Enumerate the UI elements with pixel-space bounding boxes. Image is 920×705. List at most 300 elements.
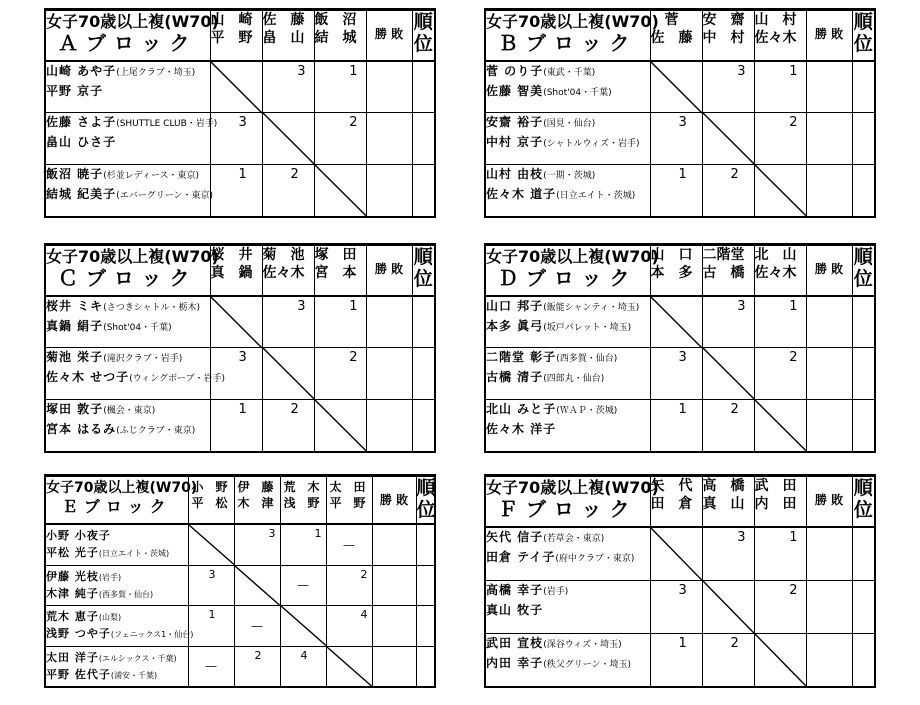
win-loss-label: 勝 敗	[379, 493, 409, 507]
player-name: 浅野 つや子	[46, 627, 111, 641]
score-value: 3	[297, 63, 306, 79]
round-robin-table	[486, 476, 874, 686]
score-cell	[280, 646, 326, 686]
round-robin-table	[46, 245, 434, 451]
score-value: 1	[789, 63, 798, 79]
table-row	[46, 565, 434, 606]
rank-label	[853, 11, 875, 55]
score-cell	[702, 61, 754, 113]
win-loss-header	[806, 246, 852, 296]
player-line	[46, 82, 210, 102]
rank-header	[852, 11, 874, 61]
player-club: (西多賀・仙台)	[556, 354, 618, 365]
score-value: 2	[730, 167, 739, 183]
column-player-name: 塚 田	[314, 247, 357, 263]
score-cell	[262, 61, 314, 113]
rank-cell	[412, 348, 434, 400]
score-value: 2	[360, 567, 368, 581]
column-player-name: 荒 木	[283, 480, 320, 494]
win-loss-cell	[806, 400, 852, 451]
rank-char: 順	[853, 246, 873, 268]
diagonal-slash	[315, 400, 366, 451]
score-cell	[650, 165, 702, 216]
score-value: 3	[268, 527, 276, 540]
player-club: (府中クラブ・東京)	[555, 553, 635, 564]
diagonal-slash	[703, 113, 754, 164]
column-player-name: 内 田	[754, 496, 797, 512]
diagonal-cell	[262, 113, 314, 165]
player-line	[486, 581, 650, 601]
block-table	[484, 8, 876, 218]
win-loss-cell	[366, 113, 412, 165]
rank-char: 位	[853, 499, 873, 521]
player-name: 矢代 信子	[486, 529, 544, 544]
diagonal-slash	[327, 647, 372, 686]
rank-char: 位	[853, 33, 873, 55]
column-pair-header	[754, 477, 806, 527]
diagonal-slash	[703, 581, 754, 633]
round-robin-table	[486, 245, 874, 451]
event-title: 女子70歳以上複(W70)	[46, 12, 219, 31]
player-name: 二階堂 彰子	[486, 350, 557, 365]
table-row	[486, 61, 874, 113]
pair-cell	[486, 527, 650, 581]
player-name: 高橋 幸子	[486, 582, 544, 597]
column-player-name: 平 野	[210, 30, 253, 46]
player-line	[486, 634, 650, 654]
table-row	[486, 400, 874, 451]
score-cell	[702, 527, 754, 581]
score-value: 1	[208, 608, 216, 622]
diagonal-cell	[280, 606, 326, 647]
player-line	[486, 297, 650, 317]
round-robin-table	[46, 476, 434, 686]
column-player-name: 佐々木	[262, 265, 305, 281]
score-value: 3	[737, 63, 746, 79]
score-cell	[314, 113, 366, 165]
block-header	[46, 246, 219, 296]
rank-cell	[416, 606, 434, 647]
player-club: (深谷ウィズ・埼玉)	[543, 639, 622, 650]
player-name: 山崎 あや子	[46, 63, 117, 78]
player-name: 北山 みと子	[486, 402, 557, 417]
column-player-name: 小 野	[191, 480, 228, 494]
rank-cell	[416, 524, 434, 565]
rank-char: 順	[853, 11, 873, 33]
score-value: 2	[789, 350, 798, 366]
player-name: 佐藤 さよ子	[46, 115, 117, 130]
table-row	[46, 113, 434, 165]
column-pair-header	[188, 477, 234, 525]
column-player-name: 中 村	[702, 30, 745, 46]
player-line	[486, 528, 650, 548]
player-club: (SHUTTLE CLUB・岩手)	[116, 119, 218, 130]
event-title: 女子70歳以上複(W70)	[46, 480, 198, 496]
player-name: 佐々木 道子	[486, 187, 557, 202]
player-name: 結城 紀美子	[46, 187, 117, 202]
player-line	[486, 601, 650, 621]
column-player-name: 佐 藤	[262, 12, 305, 28]
player-club: (山梨)	[98, 613, 122, 623]
score-cell	[280, 524, 326, 565]
win-loss-cell	[372, 565, 416, 606]
diagonal-cell	[210, 61, 262, 113]
score-value: ―	[343, 538, 355, 552]
rank-label	[853, 477, 875, 521]
column-pair-header	[702, 11, 754, 61]
column-pair-header	[754, 246, 806, 296]
score-cell	[210, 165, 262, 216]
score-value: 3	[737, 298, 746, 314]
column-pair-header	[650, 477, 702, 527]
score-cell	[326, 606, 372, 647]
rank-label	[853, 246, 875, 290]
player-club: (エルシックス・千葉)	[98, 653, 177, 663]
player-club: (さつきシャトル・栃木)	[103, 302, 201, 313]
player-club: (日立エイト・茨城)	[98, 549, 170, 558]
diagonal-cell	[188, 524, 234, 565]
win-loss-header	[372, 477, 416, 525]
score-cell	[210, 113, 262, 165]
player-name: 中村 京子	[486, 135, 544, 150]
player-club: (エバーグリーン・東京)	[116, 191, 214, 202]
diagonal-slash	[703, 348, 754, 399]
rank-header	[412, 11, 434, 61]
score-value: 2	[730, 402, 739, 418]
score-cell	[650, 633, 702, 686]
player-line	[46, 586, 188, 603]
player-line	[46, 650, 188, 667]
pair-cell	[46, 113, 218, 165]
player-club: (杉並レディース・東京)	[103, 171, 200, 182]
score-cell	[754, 61, 806, 113]
player-club: (シャトルウィズ・岩手)	[543, 139, 640, 150]
player-line	[46, 317, 210, 337]
win-loss-cell	[806, 527, 852, 581]
score-value: ―	[251, 619, 263, 633]
column-player-name: 古 橋	[702, 265, 745, 281]
score-cell	[702, 165, 754, 216]
table-row	[486, 527, 874, 581]
player-name: 平野 京子	[46, 83, 104, 98]
score-cell	[314, 61, 366, 113]
player-club: (滝沢クラブ・岩手)	[103, 354, 183, 365]
player-club: (岩手)	[543, 586, 569, 597]
player-name: 安齋 裕子	[486, 115, 544, 130]
player-club: (若草会・東京)	[543, 533, 605, 544]
score-cell	[314, 348, 366, 400]
player-club: (楓会・東京)	[103, 406, 156, 417]
rank-label	[413, 246, 435, 290]
win-loss-cell	[372, 524, 416, 565]
block-header	[486, 11, 659, 61]
rank-cell	[852, 400, 874, 451]
win-loss-label: 勝 敗	[814, 262, 844, 276]
player-line	[486, 82, 650, 102]
win-loss-cell	[806, 165, 852, 216]
player-club: (東武・千葉)	[543, 67, 596, 78]
win-loss-label: 勝 敗	[814, 27, 844, 41]
column-player-name: 安 齋	[702, 12, 745, 28]
table-row	[46, 400, 434, 451]
player-club: (浦安・千葉)	[110, 670, 158, 680]
pair-cell	[486, 348, 650, 400]
score-cell	[754, 296, 806, 348]
rank-char: 位	[413, 268, 433, 290]
diagonal-slash	[211, 297, 262, 348]
rank-header	[852, 246, 874, 296]
player-line	[486, 548, 650, 568]
pair-cell	[486, 400, 650, 451]
block-table	[44, 243, 436, 453]
score-cell	[650, 400, 702, 451]
diagonal-cell	[314, 165, 366, 216]
player-name: 塚田 敦子	[46, 402, 104, 417]
block-name: Ａブロック	[57, 31, 198, 55]
score-value: 1	[314, 527, 322, 540]
rank-cell	[416, 646, 434, 686]
score-value: 3	[238, 115, 247, 131]
player-line	[46, 569, 188, 586]
column-player-name: 田 倉	[650, 496, 693, 512]
score-cell	[188, 646, 234, 686]
player-name: 宮本 はるみ	[46, 422, 117, 437]
score-value: ―	[297, 578, 309, 592]
player-club: (Shot'04・千葉)	[103, 322, 172, 333]
score-cell	[754, 348, 806, 400]
player-line	[46, 297, 210, 317]
rank-cell	[412, 165, 434, 216]
score-value: 3	[208, 567, 216, 581]
diagonal-cell	[262, 348, 314, 400]
table-row	[486, 348, 874, 400]
score-cell	[702, 296, 754, 348]
column-player-name: 宮 本	[314, 265, 357, 281]
pair-cell	[486, 296, 650, 348]
player-name: 伊藤 光枝	[46, 569, 99, 583]
player-line	[486, 185, 650, 205]
player-line	[486, 400, 650, 420]
score-cell	[188, 565, 234, 606]
column-pair-header	[702, 246, 754, 296]
diagonal-slash	[315, 165, 366, 216]
player-name: 菅 のり子	[486, 63, 544, 78]
diagonal-cell	[754, 165, 806, 216]
rank-cell	[852, 580, 874, 633]
score-value: 1	[349, 63, 358, 79]
score-value: 2	[254, 648, 262, 662]
column-pair-header	[314, 11, 366, 61]
event-title: 女子70歳以上複(W70)	[486, 247, 659, 266]
player-line	[46, 348, 210, 368]
win-loss-cell	[806, 348, 852, 400]
column-player-name: 本 多	[650, 265, 693, 281]
player-name: 平松 光子	[46, 546, 99, 559]
score-value: 1	[349, 298, 358, 314]
score-value: 4	[360, 608, 368, 622]
score-value: 1	[678, 167, 687, 183]
player-line	[46, 185, 214, 205]
diagonal-slash	[651, 297, 702, 348]
player-line	[46, 545, 188, 562]
score-cell	[326, 524, 372, 565]
column-player-name: 佐々木	[754, 30, 797, 46]
column-player-name: 北 山	[754, 247, 797, 263]
column-player-name: 平 松	[191, 496, 228, 510]
score-cell	[650, 113, 702, 165]
score-cell	[702, 633, 754, 686]
block-name: Ｃブロック	[57, 266, 198, 290]
column-pair-header	[210, 11, 262, 61]
player-line	[486, 133, 650, 153]
column-pair-header	[314, 246, 366, 296]
table-row	[46, 296, 434, 348]
score-cell	[234, 606, 280, 647]
rank-cell	[852, 61, 874, 113]
pair-cell	[486, 165, 650, 216]
win-loss-cell	[366, 61, 412, 113]
pair-cell	[46, 296, 210, 348]
player-name: 佐藤 智美	[486, 83, 544, 98]
block-header	[46, 11, 219, 61]
player-name: 桜井 ミキ	[46, 298, 104, 313]
diagonal-slash	[755, 165, 806, 216]
score-cell	[650, 348, 702, 400]
player-name: 畠山 ひさ子	[46, 135, 117, 150]
column-player-name: 真 鍋	[210, 265, 253, 281]
rank-char: 順	[413, 11, 433, 33]
block-name: Ｄブロック	[497, 266, 638, 290]
player-name: 太田 洋子	[46, 650, 99, 664]
column-player-name: 佐々木	[754, 265, 797, 281]
player-name: 真山 牧子	[486, 602, 544, 617]
block-name: Ｅブロック	[61, 497, 172, 516]
event-title: 女子70歳以上複(W70)	[46, 247, 219, 266]
score-value: ―	[205, 659, 217, 673]
pair-cell	[486, 580, 650, 633]
diagonal-cell	[754, 633, 806, 686]
diagonal-cell	[234, 565, 280, 606]
column-player-name: 桜 井	[210, 247, 253, 263]
column-player-name: 木 津	[237, 496, 274, 510]
score-value: 1	[789, 298, 798, 314]
win-loss-cell	[806, 296, 852, 348]
pair-cell	[46, 61, 210, 113]
pair-cell	[46, 646, 188, 686]
diagonal-slash	[189, 525, 234, 565]
table-row	[486, 165, 874, 216]
diagonal-cell	[702, 580, 754, 633]
pair-cell	[486, 113, 650, 165]
score-value: 3	[297, 298, 306, 314]
column-player-name: 飯 沼	[314, 12, 357, 28]
column-player-name: 矢 代	[650, 478, 693, 494]
player-name: 本多 眞弓	[486, 318, 544, 333]
win-loss-cell	[806, 633, 852, 686]
rank-char: 順	[413, 246, 433, 268]
column-player-name: 佐 藤	[650, 30, 693, 46]
table-row	[486, 296, 874, 348]
diagonal-cell	[326, 646, 372, 686]
win-loss-cell	[806, 580, 852, 633]
block-name: Ｂブロック	[497, 31, 638, 55]
block-table	[484, 474, 876, 688]
diagonal-slash	[263, 113, 314, 164]
win-loss-cell	[806, 61, 852, 113]
score-cell	[262, 165, 314, 216]
rank-header	[852, 477, 874, 527]
column-player-name: 伊 藤	[237, 480, 274, 494]
score-value: 2	[349, 115, 358, 131]
column-player-name: 浅 野	[283, 496, 320, 510]
rank-cell	[852, 633, 874, 686]
table-row	[486, 580, 874, 633]
win-loss-header	[366, 11, 412, 61]
player-club: (四郎丸・仙台)	[543, 374, 605, 385]
column-pair-header	[262, 11, 314, 61]
player-club: (飯能シャンティ・埼玉)	[543, 302, 640, 313]
block-name: Ｆブロック	[497, 497, 638, 521]
score-value: 2	[349, 350, 358, 366]
block-header	[46, 477, 198, 525]
diagonal-cell	[210, 296, 262, 348]
column-pair-header	[210, 246, 262, 296]
rank-cell	[412, 400, 434, 451]
pair-cell	[486, 61, 650, 113]
score-value: 3	[678, 115, 687, 131]
player-line	[46, 609, 188, 626]
player-name: 荒木 恵子	[46, 610, 99, 624]
table-row	[46, 646, 434, 686]
score-value: 2	[290, 402, 299, 418]
player-name: 内田 幸子	[486, 655, 544, 670]
rank-cell	[852, 296, 874, 348]
score-cell	[234, 524, 280, 565]
block-table	[484, 243, 876, 453]
diagonal-cell	[314, 400, 366, 451]
column-player-name: 真 山	[702, 496, 745, 512]
rank-label	[413, 11, 435, 55]
player-line	[486, 420, 650, 440]
event-title: 女子70歳以上複(W70)	[486, 478, 659, 497]
score-value: 2	[789, 582, 798, 598]
column-player-name: 菊 池	[262, 247, 305, 263]
win-loss-header	[806, 477, 852, 527]
column-player-name: 武 田	[754, 478, 797, 494]
rank-cell	[852, 348, 874, 400]
player-line	[486, 165, 650, 185]
player-club: (Shot'04・千葉)	[543, 87, 612, 98]
diagonal-slash	[755, 400, 806, 451]
table-row	[46, 348, 434, 400]
player-line	[486, 348, 650, 368]
score-cell	[314, 296, 366, 348]
player-club: (坂戸パレット・埼玉)	[543, 322, 632, 333]
column-pair-header	[650, 11, 702, 61]
player-name: 飯沼 暁子	[46, 167, 104, 182]
score-value: 1	[789, 529, 798, 545]
rank-header	[412, 246, 434, 296]
column-player-name: 菅	[650, 12, 679, 28]
score-value: 1	[238, 167, 247, 183]
diagonal-slash	[281, 606, 326, 646]
score-cell	[234, 646, 280, 686]
column-player-name: 平 野	[329, 496, 366, 510]
score-value: 3	[737, 529, 746, 545]
player-club: (秩父グリーン・埼玉)	[543, 659, 632, 670]
player-line	[46, 626, 194, 643]
rank-cell	[416, 565, 434, 606]
